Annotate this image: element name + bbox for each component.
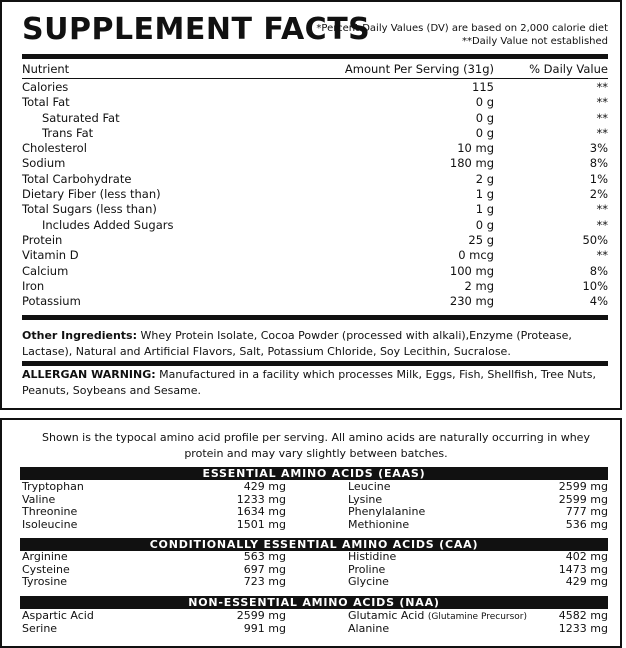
amino-name-left: Cysteine [22,562,70,576]
dv-note-line-1: *Percent Daily Values (DV) are based on 2,000 calorie diet [316,23,608,34]
amino-name-right: Leucine [348,480,391,493]
section-bar-eaas: ESSENTIAL AMINO ACIDS (EAAS) [20,467,608,480]
nutrient-amount: 230 mg [449,294,494,309]
amino-value-right: 2599 mg [558,480,608,493]
nutrient-table-header [22,62,608,77]
other-ingredients-text: Whey Protein Isolate, Cocoa Powder (processed with alkali),Enzyme (Protease, Lactase), Natural and Artificial Flavors, Salt, Potassium Chloride, Soy Lecithin, Sucralose. [22,329,572,358]
page-title: SUPPLEMENT FACTS [22,12,371,47]
nutrient-name: Total Sugars (less than) [22,202,157,217]
nutrient-amount: 2 mg [464,278,494,293]
amino-name-left: Isoleucine [22,518,78,532]
nutrient-row [22,202,608,217]
nutrient-row [22,80,608,95]
daily-value-note [316,22,608,48]
header-divider-thin [22,78,608,79]
nutrient-amount: 2 g [475,171,494,186]
nutrient-name: Saturated Fat [42,110,120,125]
nutrient-list [22,80,608,309]
amino-name-left: Aspartic Acid [22,609,94,622]
amino-value-right: 2599 mg [558,492,608,506]
nutrient-row [22,233,608,248]
nutrient-daily-value: 8% [589,263,608,278]
nutrient-daily-value: 50% [582,232,608,247]
amino-name-right: Glycine [348,575,389,589]
amino-name-left: Tryptophan [22,480,84,493]
nutrient-name: Vitamin D [22,248,79,263]
amino-row [22,610,608,623]
amino-row [22,576,608,589]
nutrient-amount: 115 [472,80,494,94]
amino-row [22,494,608,507]
nutrient-amount: 1 g [475,202,494,217]
nutrient-daily-value: ** [596,248,608,263]
nutrient-name: Total Carbohydrate [22,171,132,186]
amino-value-right: 402 mg [565,550,608,563]
other-ingredients [22,328,608,360]
amino-row [22,564,608,577]
nutrient-daily-value: 1% [589,171,608,186]
amino-name-right: Phenylalanine [348,505,426,519]
nutrient-row [22,279,608,294]
nutrient-daily-value: 10% [582,278,608,293]
amino-name-right: Methionine [348,518,410,532]
amino-name-left: Serine [22,621,58,635]
nutrient-amount: 0 g [475,125,494,140]
amino-value-right: 4582 mg [558,609,608,622]
amino-grid-naa [22,610,608,635]
nutrient-daily-value: 2% [589,187,608,202]
nutrient-name: Total Fat [22,95,70,110]
section-bar-naa: NON-ESSENTIAL AMINO ACIDS (NAA) [20,596,608,609]
nutrient-name: Potassium [22,294,81,309]
amino-row [22,481,608,494]
nutrient-amount: 1 g [475,187,494,202]
amino-row [22,551,608,564]
amino-name-left: Valine [22,492,56,506]
ingredients-divider-thick [22,361,608,366]
header-nutrient: Nutrient [22,62,70,76]
amino-name-right: Lysine [348,492,383,506]
amino-value-left: 429 mg [243,480,286,493]
nutrient-amount: 0 g [475,110,494,125]
amino-note: (Glutamine Precursor) [427,612,528,622]
header-daily-value: % Daily Value [529,62,608,76]
amino-value-left: 563 mg [243,550,286,563]
nutrient-row [22,248,608,263]
nutrient-daily-value: ** [596,95,608,110]
nutrients-divider-thick [22,315,608,320]
nutrient-daily-value: ** [596,80,608,94]
amino-name-right: Alanine [348,621,390,635]
nutrient-row [22,156,608,171]
nutrient-name: Dietary Fiber (less than) [22,187,161,202]
nutrient-daily-value: 3% [589,141,608,156]
nutrient-daily-value: ** [596,110,608,125]
nutrient-amount: 100 mg [449,263,494,278]
amino-name-right: Glutamic Acid [348,609,425,622]
amino-value-right: 777 mg [565,505,608,519]
nutrient-daily-value: 8% [589,156,608,171]
amino-intro: Shown is the typocal amino acid profile per serving. All amino acids are naturally occurring in whey protein and may vary slightly between batches. [42,431,590,460]
nutrient-daily-value: ** [596,217,608,232]
nutrient-row [22,294,608,309]
other-ingredients-label: Other Ingredients: [22,329,137,342]
amino-name-left: Tyrosine [22,575,68,589]
nutrient-amount: 0 g [475,95,494,110]
amino-value-left: 2599 mg [236,609,286,622]
amino-value-left: 723 mg [243,575,286,589]
nutrient-row [22,264,608,279]
nutrient-amount: 0 mcg [458,248,494,263]
amino-row [22,506,608,519]
nutrient-name: Sodium [22,156,66,171]
amino-value-left: 991 mg [243,621,286,635]
nutrient-row [22,218,608,233]
nutrient-name: Includes Added Sugars [42,217,174,232]
nutrient-amount: 180 mg [449,156,494,171]
nutrient-name: Calories [22,80,69,94]
nutrient-name: Protein [22,232,63,247]
nutrient-name: Cholesterol [22,141,87,156]
allergen-warning [22,367,608,399]
nutrient-daily-value: ** [596,202,608,217]
amino-name-left: Threonine [22,505,78,519]
nutrient-row [22,111,608,126]
dv-note-line-2: **Daily Value not established [461,36,608,47]
amino-name-left: Arginine [22,550,68,563]
amino-value-left: 1634 mg [236,505,286,519]
amino-value-left: 1501 mg [236,518,286,532]
nutrient-amount: 10 mg [457,141,494,156]
amino-value-left: 697 mg [243,562,286,576]
amino-row [22,623,608,636]
header-amount: Amount Per Serving (31g) [344,62,494,76]
allergen-text: Manufactured in a facility which processes Milk, Eggs, Fish, Shellfish, Tree Nuts, Peanuts, Soybeans and Sesame. [22,368,597,397]
nutrient-name: Iron [22,278,45,293]
nutrient-row [22,187,608,202]
nutrient-name: Calcium [22,263,69,278]
amino-value-right: 536 mg [565,518,608,532]
amino-row [22,519,608,532]
amino-name-right: Histidine [348,550,397,563]
nutrient-row [22,126,608,141]
amino-value-right: 429 mg [565,575,608,589]
nutrient-row [22,95,608,110]
amino-value-right: 1233 mg [558,621,608,635]
amino-value-right: 1473 mg [558,562,608,576]
amino-acid-panel [0,418,622,648]
amino-grid-eaas [22,481,608,532]
nutrient-row [22,172,608,187]
allergen-label: ALLERGAN WARNING: [22,368,156,381]
nutrient-daily-value: 4% [589,294,608,309]
amino-name-right: Proline [348,562,386,576]
nutrient-daily-value: ** [596,125,608,140]
nutrient-name: Trans Fat [42,125,94,140]
header-divider-thick [22,54,608,59]
amino-value-left: 1233 mg [236,492,286,506]
nutrient-amount: 0 g [475,217,494,232]
section-bar-caa: CONDITIONALLY ESSENTIAL AMINO ACIDS (CAA) [20,538,608,551]
nutrient-row [22,141,608,156]
nutrient-amount: 25 g [468,232,494,247]
amino-grid-caa [22,551,608,589]
